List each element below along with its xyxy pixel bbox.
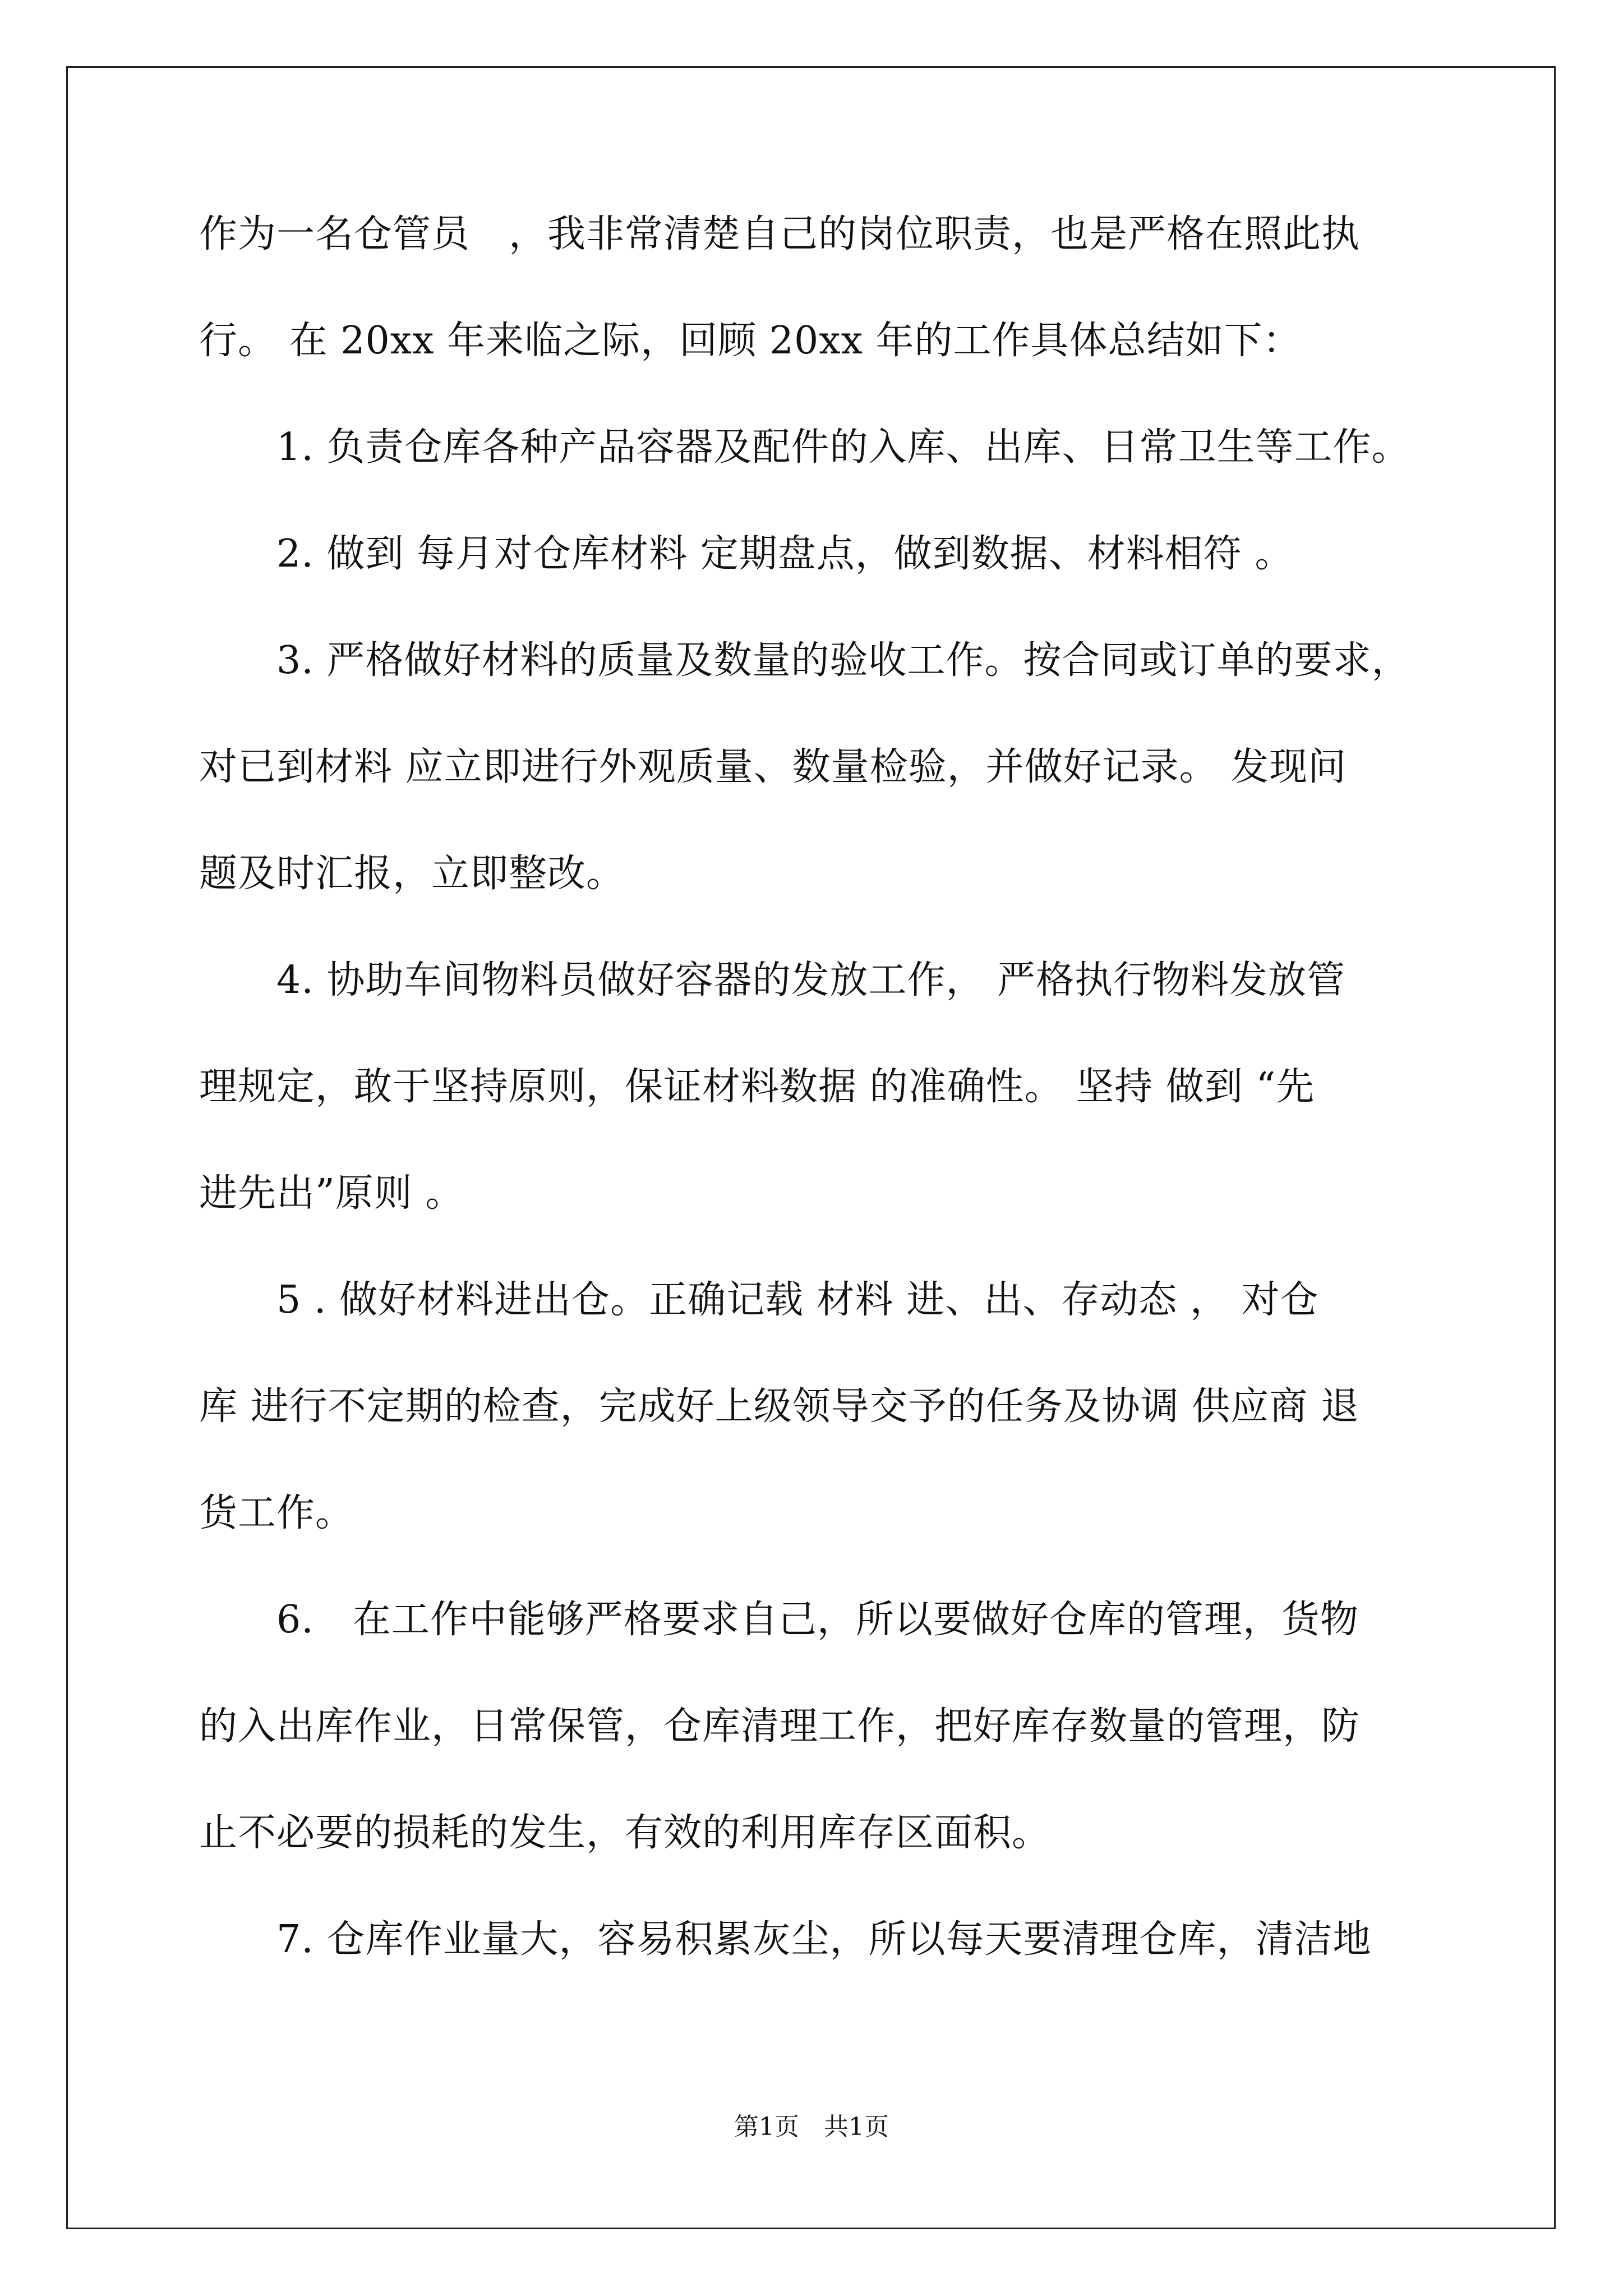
text-line: 2. 做到 每月对仓库材料 定期盘点，做到数据、材料相符 。 (199, 532, 1294, 576)
text-line: 题及时汇报，立即整改。 (199, 852, 625, 896)
text-line: 对已到材料 应立即进行外观质量、数量检验，并做好记录。 发现问 (199, 745, 1347, 789)
text-line: 1. 负责仓库各种产品容器及配件的入库、出库、日常卫生等工作。 (199, 425, 1410, 470)
page-number-footer: 第1页 共1页 (734, 2113, 889, 2141)
text-line: 4. 协助车间物料员做好容器的发放工作， 严格执行物料发放管 (199, 958, 1346, 1002)
text-line: 理规定，敢于坚持原则，保证材料数据 的准确性。 坚持 做到 “先 (199, 1065, 1315, 1109)
text-line: 7. 仓库作业量大，容易积累灰尘，所以每天要清理仓库，清洁地 (199, 1917, 1372, 1962)
text-line: 作为一名仓管员 ，我非常清楚自己的岗位职责，也是严格在照此执 (199, 212, 1361, 256)
text-line: 止不必要的损耗的发生，有效的利用库存区面积。 (199, 1811, 1051, 1855)
text-line: 3. 严格做好材料的质量及数量的验收工作。按合同或订单的要求， (199, 638, 1410, 683)
text-line: 的入出库作业，日常保管，仓库清理工作，把好库存数量的管理，防 (199, 1704, 1361, 1749)
text-line: 库 进行不定期的检查，完成好上级领导交予的任务及协调 供应商 退 (199, 1384, 1359, 1429)
text-line: 进先出”原则 。 (199, 1171, 464, 1216)
text-line: 行。 在 20xx 年来临之际，回顾 20xx 年的工作具体总结如下： (199, 319, 1302, 363)
page-border (66, 66, 1556, 2229)
text-line: 货工作。 (199, 1491, 354, 1535)
text-line: 6. 在工作中能够严格要求自己，所以要做好仓库的管理，货物 (199, 1598, 1359, 1642)
text-line: 5 . 做好材料进出仓。正确记载 材料 进、出、存动态 ， 对仓 (199, 1278, 1319, 1322)
